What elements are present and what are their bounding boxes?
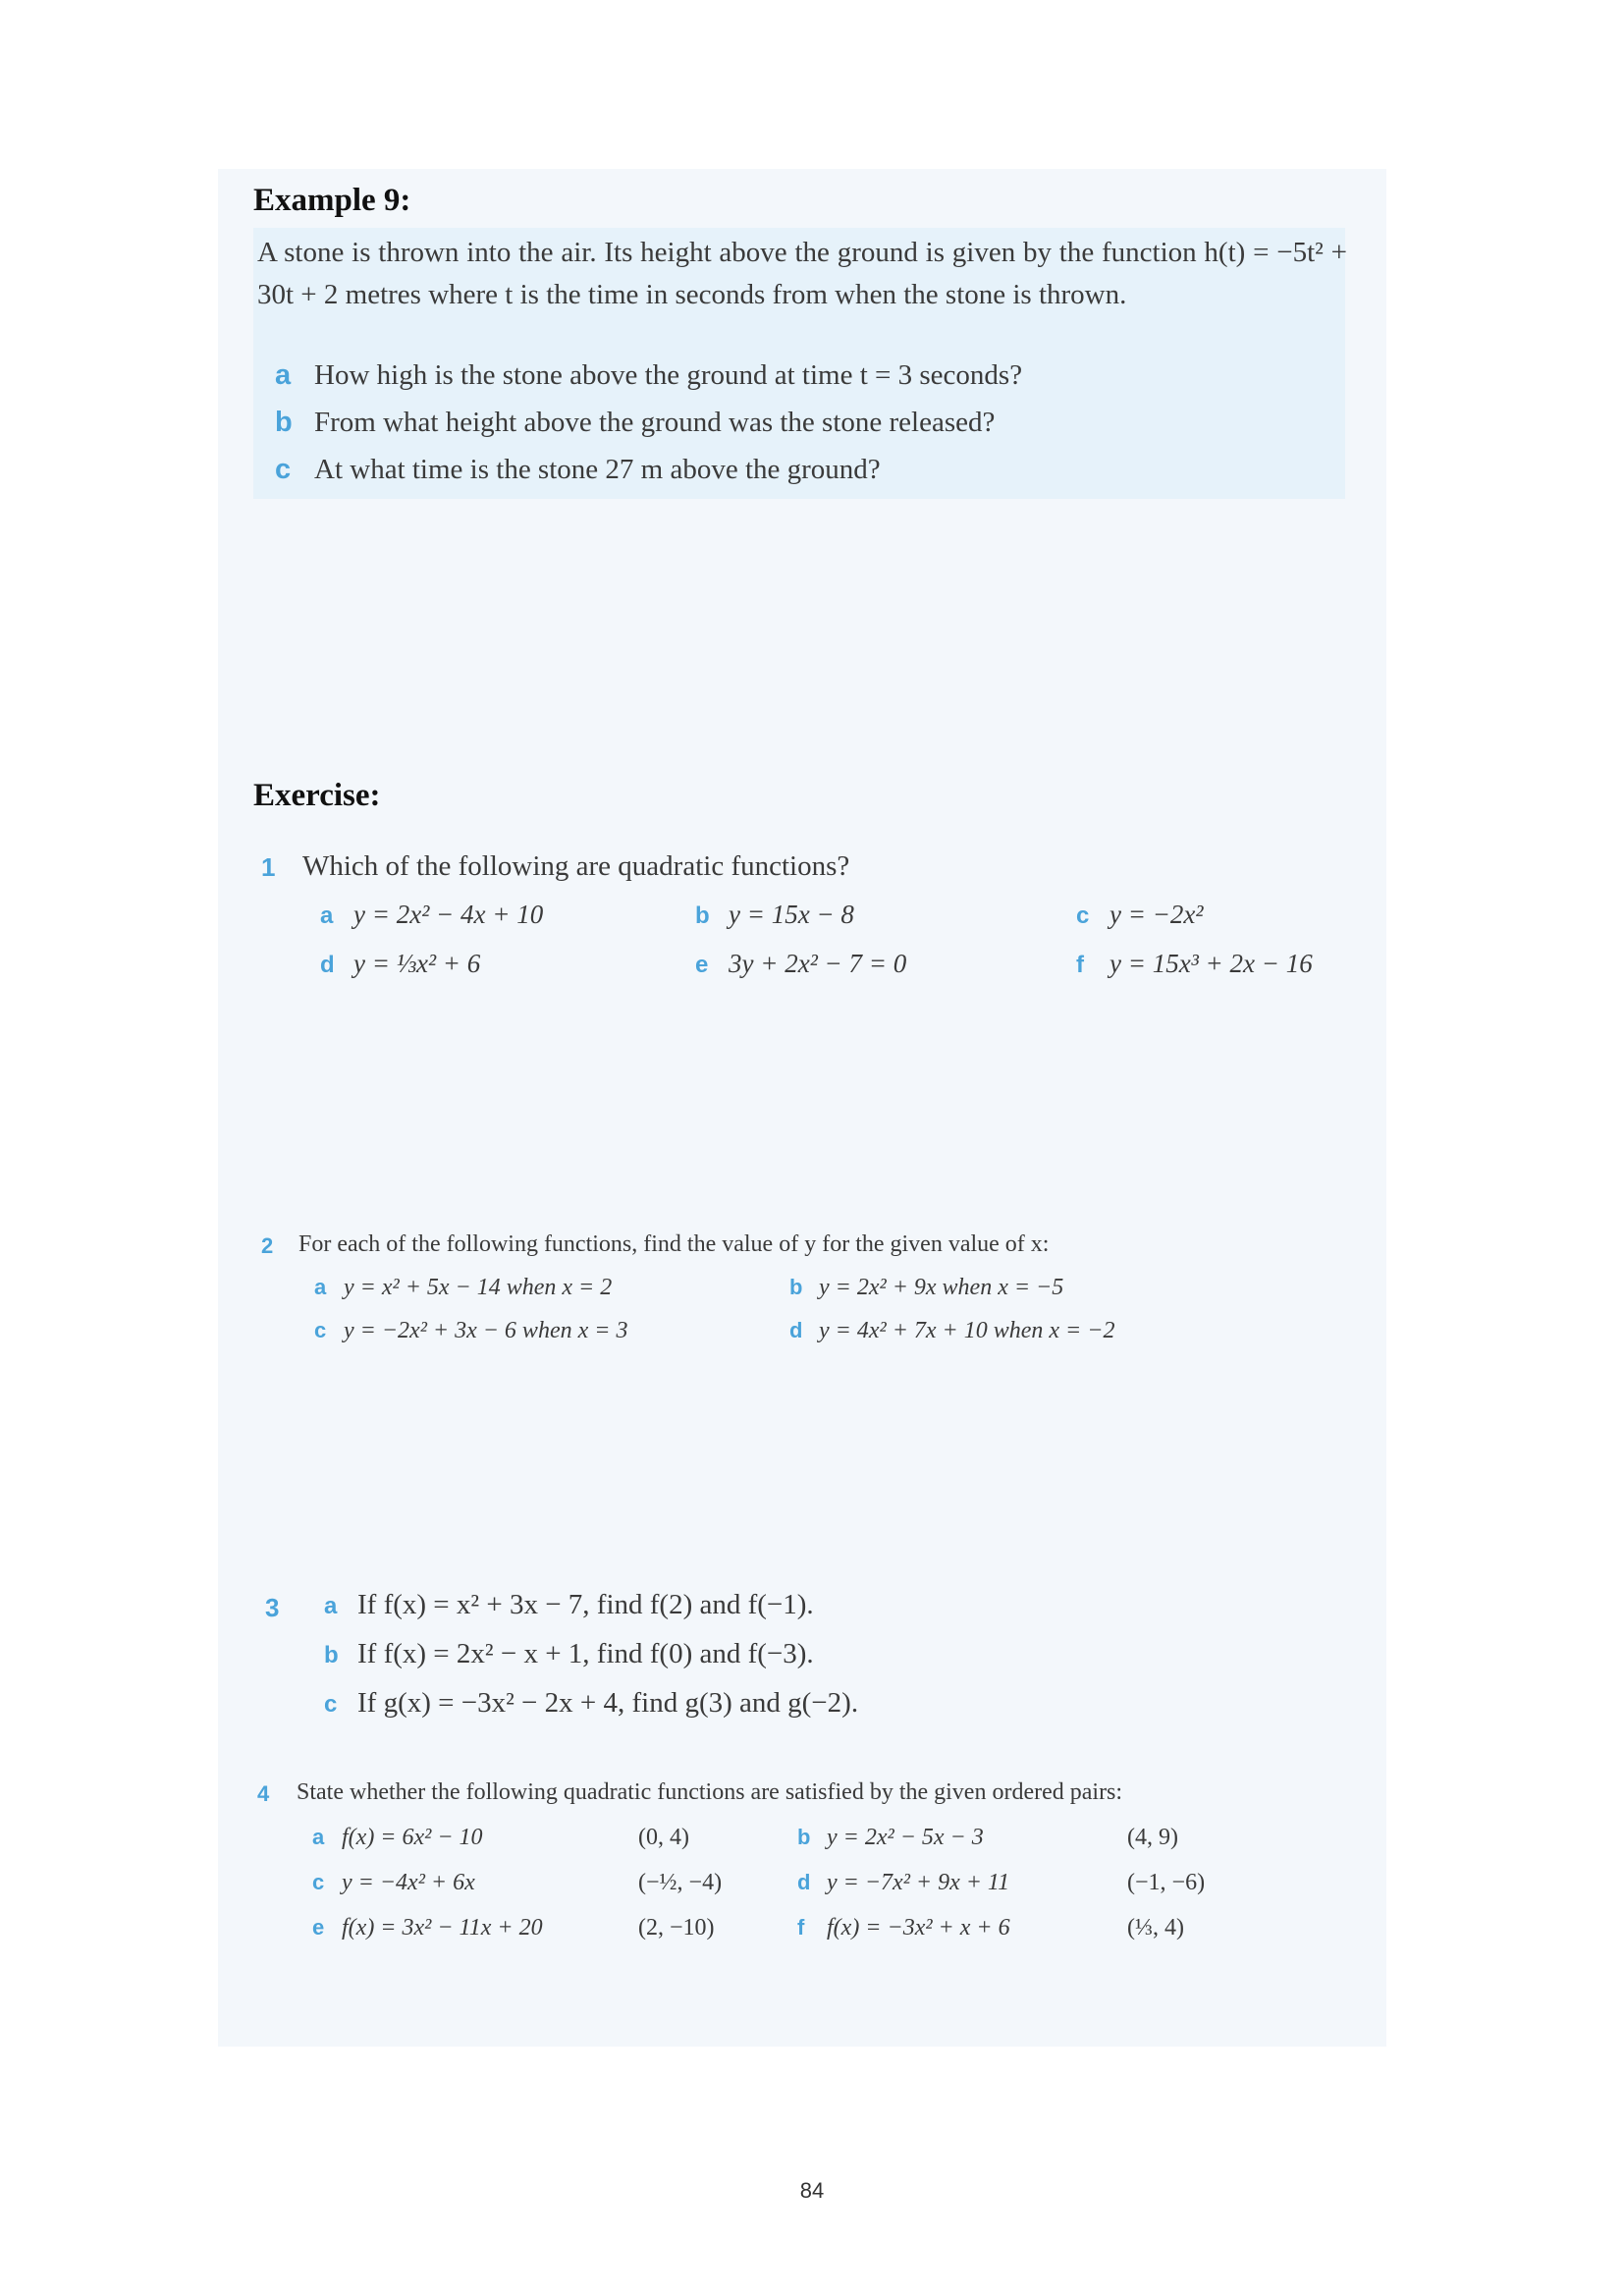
item-label: d [789, 1318, 803, 1342]
item-text: y = −2x² + 3x − 6 when x = 3 [344, 1318, 628, 1343]
item-function: y = −4x² + 6x [342, 1870, 475, 1895]
item-text: 3y + 2x² − 7 = 0 [729, 949, 907, 978]
item-label: a [320, 902, 334, 929]
item-label: e [695, 952, 709, 978]
q2-item-a [314, 1275, 612, 1301]
item-label: b [324, 1642, 339, 1668]
item-function: f(x) = −3x² + x + 6 [827, 1915, 1010, 1941]
item-label: e [312, 1915, 325, 1940]
part-label: a [275, 359, 292, 391]
item-text: y = 2x² + 9x when x = −5 [819, 1275, 1064, 1300]
example-part-a [275, 359, 1022, 392]
q4-item-d [797, 1870, 1009, 1896]
part-text: At what time is the stone 27 m above the ground? [314, 454, 881, 485]
item-label: a [324, 1593, 338, 1619]
q4-pair-d: (−1, −6) [1127, 1870, 1206, 1895]
q4-item-a [312, 1825, 483, 1851]
item-function: y = −7x² + 9x + 11 [827, 1870, 1010, 1895]
item-text: y = 15x³ + 2x − 16 [1110, 949, 1313, 978]
q1-item-e [695, 949, 906, 979]
example-part-c [275, 454, 881, 486]
q4-pair-a: (0, 4) [638, 1825, 689, 1850]
q1-item-a [320, 900, 543, 930]
item-label: c [324, 1691, 338, 1718]
q2-item-d [789, 1318, 1114, 1344]
q4-item-b [797, 1825, 984, 1851]
item-text: If g(x) = −3x² − 2x + 4, find g(3) and g(−2). [357, 1687, 859, 1719]
q1-item-d [320, 949, 480, 979]
example-heading: Example 9: [253, 183, 411, 218]
item-label: b [695, 902, 710, 929]
item-label: b [797, 1825, 811, 1849]
page-number: 84 [799, 2178, 825, 2203]
item-label: c [1076, 902, 1090, 929]
question-4-text: State whether the following quadratic functions are satisfied by the given ordered pairs: [297, 1779, 1123, 1805]
item-text: If f(x) = x² + 3x − 7, find f(2) and f(−1). [357, 1589, 814, 1620]
item-text: y = 4x² + 7x + 10 when x = −2 [819, 1318, 1115, 1343]
question-1-number: 1 [261, 852, 276, 882]
part-text: From what height above the ground was the stone released? [314, 407, 996, 438]
q3-item-b [324, 1638, 814, 1670]
part-label: c [275, 454, 292, 485]
item-text: y = 15x − 8 [729, 900, 854, 929]
q4-item-f [797, 1915, 1010, 1941]
q3-item-c [324, 1687, 858, 1720]
q4-item-c [312, 1870, 475, 1896]
part-text: How high is the stone above the ground at time t = 3 seconds? [314, 359, 1023, 391]
item-text: If f(x) = 2x² − x + 1, find f(0) and f(−3). [357, 1638, 814, 1669]
item-text: y = ⅓x² + 6 [353, 949, 481, 978]
item-label: a [314, 1275, 327, 1299]
part-label: b [275, 407, 293, 438]
q3-item-a [324, 1589, 814, 1621]
item-function: f(x) = 3x² − 11x + 20 [342, 1915, 543, 1941]
item-label: d [320, 952, 335, 978]
q4-pair-c: (−½, −4) [638, 1870, 723, 1895]
q4-pair-e: (2, −10) [638, 1915, 715, 1941]
item-label: f [1076, 952, 1084, 978]
item-text: y = x² + 5x − 14 when x = 2 [344, 1275, 613, 1300]
question-1-text: Which of the following are quadratic functions? [302, 850, 850, 882]
item-text: y = −2x² [1110, 900, 1204, 929]
item-label: c [312, 1870, 325, 1894]
item-label: d [797, 1870, 811, 1894]
q2-item-b [789, 1275, 1063, 1301]
q1-item-b [695, 900, 854, 930]
item-label: c [314, 1318, 327, 1342]
exercise-heading: Exercise: [253, 778, 381, 813]
q4-item-e [312, 1915, 543, 1941]
question-4-number: 4 [257, 1781, 270, 1806]
example-part-b [275, 407, 995, 439]
q1-item-f [1076, 949, 1313, 979]
item-label: f [797, 1915, 805, 1940]
item-function: f(x) = 6x² − 10 [342, 1825, 483, 1850]
q1-item-c [1076, 900, 1204, 930]
example-intro: A stone is thrown into the air. Its height above the ground is given by the function h(t) = −5t² + 30t + 2 metres where t is the time in seconds from when the stone is thrown. [257, 237, 1347, 310]
item-function: y = 2x² − 5x − 3 [827, 1825, 984, 1850]
item-label: b [789, 1275, 803, 1299]
q2-item-c [314, 1318, 627, 1344]
question-2-text: For each of the following functions, find the value of y for the given value of x: [298, 1231, 1050, 1257]
item-text: y = 2x² − 4x + 10 [353, 900, 544, 929]
question-2-number: 2 [261, 1233, 274, 1258]
q4-pair-f: (⅓, 4) [1127, 1915, 1184, 1941]
item-label: a [312, 1825, 325, 1849]
question-3-number: 3 [265, 1593, 280, 1622]
q4-pair-b: (4, 9) [1127, 1825, 1178, 1850]
